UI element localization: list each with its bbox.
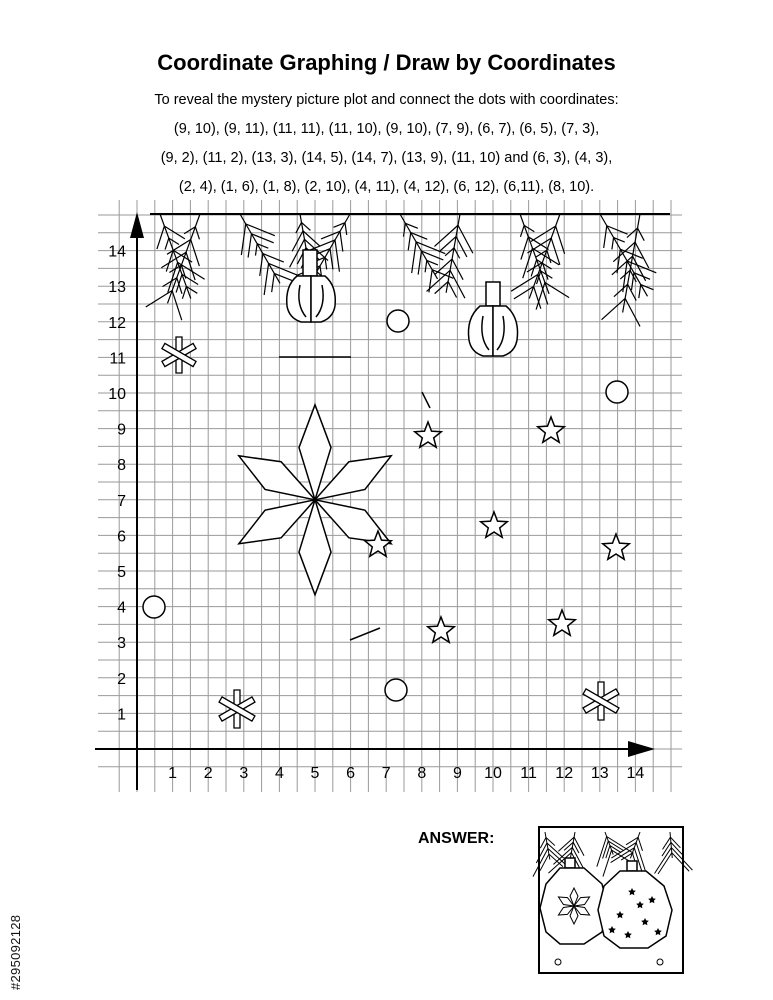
coordinate-line: (2, 4), (1, 6), (1, 8), (2, 10), (4, 11), (4, 12), (6, 12), (6,11), (8, 10). bbox=[178, 179, 595, 195]
x-tick-label: 1 bbox=[168, 765, 178, 782]
y-tick-label: 5 bbox=[117, 564, 126, 581]
x-tick-label: 8 bbox=[417, 765, 427, 782]
y-tick-label: 14 bbox=[108, 243, 126, 261]
snowflake-icon bbox=[583, 682, 619, 720]
star-icon bbox=[603, 534, 630, 559]
hint-line-segments bbox=[279, 357, 430, 640]
ornament-cap-left bbox=[287, 250, 336, 322]
star-icon bbox=[428, 617, 455, 642]
y-tick-label: 12 bbox=[108, 314, 126, 332]
stock-image-id: #295092128 bbox=[8, 914, 23, 990]
circle-icon bbox=[606, 381, 628, 403]
y-tick-label: 10 bbox=[108, 386, 126, 403]
instruction-line: To reveal the mystery picture plot and connect the dots with coordinates: bbox=[154, 92, 619, 108]
star-icon bbox=[538, 417, 565, 442]
axes bbox=[95, 212, 655, 790]
x-tick-label: 4 bbox=[274, 765, 284, 782]
small-snowflake-icons bbox=[162, 337, 619, 728]
y-tick-labels bbox=[108, 244, 126, 724]
x-tick-label: 10 bbox=[484, 765, 502, 782]
x-tick-labels bbox=[168, 765, 644, 782]
x-tick-label: 9 bbox=[452, 765, 462, 782]
x-tick-label: 12 bbox=[555, 765, 574, 782]
y-tick-label: 3 bbox=[117, 635, 126, 653]
star-icon bbox=[549, 610, 576, 635]
ornament-cap-right bbox=[468, 282, 517, 356]
y-tick-label: 11 bbox=[109, 350, 126, 368]
coordinate-line: (9, 10), (9, 11), (11, 11), (11, 10), (9, 10), (7, 9), (6, 7), (6, 5), (7, 3), bbox=[173, 121, 600, 137]
x-tick-label: 3 bbox=[239, 765, 249, 782]
pine-branches-decoration bbox=[146, 214, 670, 326]
circle-icon bbox=[385, 679, 407, 701]
y-tick-label: 1 bbox=[117, 706, 126, 724]
y-tick-label: 9 bbox=[117, 421, 126, 439]
answer-label: ANSWER: bbox=[418, 830, 495, 847]
y-tick-label: 2 bbox=[117, 670, 126, 688]
y-tick-label: 13 bbox=[108, 279, 126, 297]
x-tick-label: 6 bbox=[346, 765, 356, 782]
x-tick-label: 7 bbox=[381, 765, 391, 782]
x-tick-label: 14 bbox=[626, 765, 645, 782]
x-tick-label: 5 bbox=[310, 765, 320, 782]
y-tick-label: 6 bbox=[117, 528, 126, 546]
x-tick-label: 13 bbox=[590, 765, 609, 782]
y-tick-label: 7 bbox=[117, 492, 126, 510]
page-title: Coordinate Graphing / Draw by Coordinates bbox=[157, 50, 616, 75]
snowflake-icon bbox=[162, 337, 196, 373]
star-icon bbox=[481, 512, 508, 537]
x-tick-label: 11 bbox=[520, 765, 537, 782]
y-tick-label: 8 bbox=[117, 457, 126, 475]
circle-icon bbox=[387, 310, 409, 332]
y-tick-label: 4 bbox=[117, 599, 126, 617]
star-icon bbox=[415, 422, 442, 447]
x-tick-label: 2 bbox=[203, 765, 213, 782]
snowflake-arm bbox=[299, 405, 331, 500]
coordinate-line: (9, 2), (11, 2), (13, 3), (14, 5), (14, 7), (13, 9), (11, 10) and (6, 3), (4, 3), bbox=[160, 150, 613, 166]
snowflake-arm bbox=[299, 500, 331, 595]
answer-preview bbox=[533, 827, 692, 973]
circle-icon bbox=[143, 596, 165, 618]
